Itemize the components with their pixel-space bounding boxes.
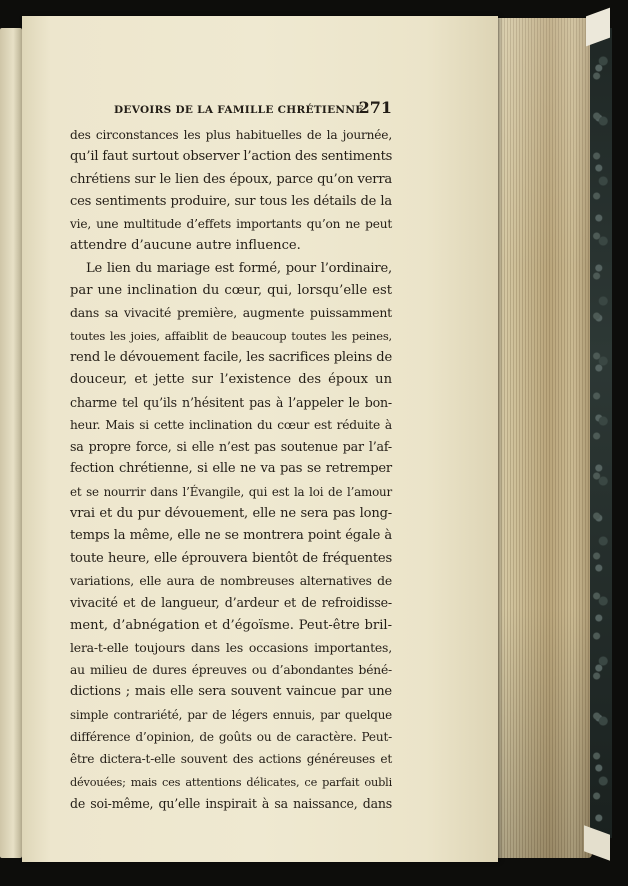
text-line: ment, d’abnégation et d’égoïsme. Peut-être bril- [70,617,392,633]
text-line: simple contrariété, par de légers ennuis, par quelque [70,707,392,722]
text-line: attendre d’aucune autre influence. [70,238,301,254]
text-line: différence d’opinion, de goûts ou de caractère. Peut- [70,730,392,745]
text-line: variations, elle aura de nombreuses alternatives de [70,573,392,588]
text-line: douceur, et jette sur l’existence des époux un [70,372,392,388]
text-line: vrai et du pur dévouement, elle ne sera pas long- [70,506,392,522]
text-line: de soi-même, qu’elle inspirait à sa naissance, dans [70,795,392,811]
text-line: lera-t-elle toujours dans les occasions importantes, [70,639,392,655]
text-line: qu’il faut surtout observer l’action des sentiments [70,149,393,165]
text-line: et se nourrir dans l’Évangile, qui est la loi de l’amour [70,484,392,499]
body-text [70,124,392,815]
text-line: sa propre force, si elle n’est pas soutenue par l’af- [70,439,392,455]
running-title: DEVOIRS DE LA FAMILLE CHRÉTIENNE. [114,104,368,116]
text-line: heur. Mais si cette inclination du cœur est réduite à [70,417,392,432]
text-line: toutes les joies, affaiblit de beaucoup toutes les peines, [70,328,392,343]
text-line: vie, une multitude d’effets importants qu’on ne peut [70,217,392,232]
text-line: temps la même, elle ne se montrera point égale à [70,528,392,544]
text-line: dans sa vivacité première, augmente puissamment [70,305,392,321]
text-line: par une inclination du cœur, qui, lorsqu’elle est [70,283,392,299]
text-line: toute heure, elle éprouvera bientôt de fréquentes [70,550,392,566]
text-line: des circonstances les plus habituelles de la journée, [70,128,392,142]
text-line: dévouées; mais ces attentions délicates, ce parfait oubli [70,774,392,789]
page-block-shading [498,18,592,858]
page-number: 271 [358,98,392,117]
text-line: rend le dévouement facile, les sacrifices pleins de [70,349,392,365]
text-line: vivacité et de langueur, d’ardeur et de refroidisse- [70,595,392,611]
text-line: fection chrétienne, si elle ne va pas se retremper [70,461,392,477]
facing-page-edge [0,28,22,858]
text-line: ces sentiments produire, sur tous les détails de la [70,193,392,209]
marbled-cover [590,28,612,838]
page-header [114,98,392,120]
text-line: charme tel qu’ils n’hésitent pas à l’appeler le bon- [70,394,392,410]
text-line: au milieu de dures épreuves ou d’abondantes béné- [70,663,392,678]
text-line: chrétiens sur le lien des époux, parce qu’on verra [70,171,392,187]
text-line: Le lien du mariage est formé, pour l’ordinaire, [86,260,392,276]
text-line: être dictera-t-elle souvent des actions généreuses et [70,752,392,767]
text-line: dictions ; mais elle sera souvent vaincue par une [70,684,392,700]
